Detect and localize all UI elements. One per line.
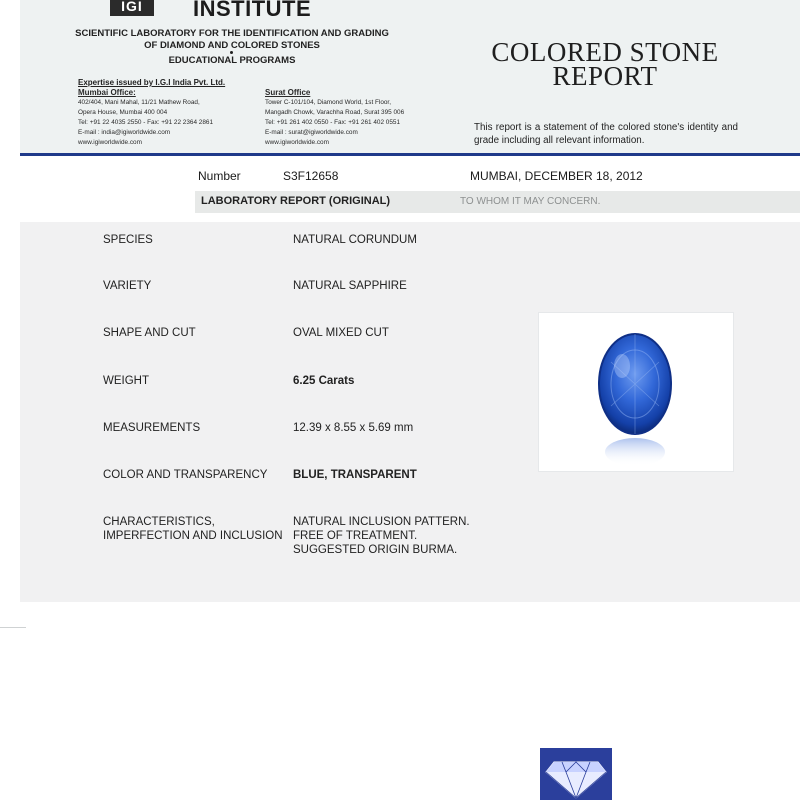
diamond-seal-icon (540, 748, 612, 800)
weight-label: WEIGHT (103, 375, 149, 387)
institute-tagline (62, 28, 402, 52)
report-city-date: MUMBAI, DECEMBER 18, 2012 (470, 169, 643, 183)
office-title: Surat Office (265, 88, 311, 97)
office-address-line: 402/404, Mani Mahal, 11/21 Mathew Road, (78, 99, 200, 106)
office-email: E-mail : india@igiworldwide.com (78, 129, 171, 136)
characteristics-value-line: NATURAL INCLUSION PATTERN. (293, 516, 470, 528)
variety-label: VARIETY (103, 280, 152, 292)
laboratory-report-label: LABORATORY REPORT (ORIGINAL) (201, 195, 391, 207)
report-title-line-1: COLORED STONE (491, 37, 719, 67)
characteristics-label-line: CHARACTERISTICS, (103, 516, 215, 528)
color-transparency-label: COLOR AND TRANSPARENCY (103, 469, 268, 481)
species-value: NATURAL CORUNDUM (293, 234, 417, 246)
edge-mark (0, 627, 26, 628)
office-address-line: Tower C-101/104, Diamond World, 1st Floor, (265, 99, 391, 106)
mumbai-office (78, 87, 213, 148)
to-whom-it-may-concern: TO WHOM IT MAY CONCERN. (460, 196, 601, 207)
educational-programs: EDUCATIONAL PROGRAMS (168, 55, 296, 66)
number-label: Number (198, 169, 241, 183)
variety-value: NATURAL SAPPHIRE (293, 280, 407, 292)
office-website: www.igiworldwide.com (265, 139, 329, 146)
characteristics-value (293, 515, 470, 557)
color-transparency-value: BLUE, TRANSPARENT (293, 469, 417, 481)
igi-logo: IGI (110, 0, 154, 16)
measurements-label: MEASUREMENTS (103, 422, 201, 434)
shape-cut-label: SHAPE AND CUT (103, 327, 196, 339)
species-label: SPECIES (103, 234, 153, 246)
surat-office (265, 87, 404, 148)
office-email: E-mail : surat@igiworldwide.com (265, 129, 358, 136)
report-title (470, 37, 740, 91)
office-phone: Tel: +91 22 4035 2550 - Fax: +91 22 2364 2861 (78, 119, 214, 126)
sapphire-gem-image (580, 322, 690, 472)
office-phone: Tel: +91 261 402 0550 - Fax: +91 261 402 0551 (265, 119, 401, 126)
shape-cut-value: OVAL MIXED CUT (293, 327, 389, 339)
bullet-dot (230, 51, 233, 54)
report-number: S3F12658 (283, 169, 339, 183)
weight-value: 6.25 Carats (293, 375, 355, 387)
report-title-line-2: REPORT (552, 61, 658, 91)
tagline-line-2: OF DIAMOND AND COLORED STONES (144, 40, 320, 51)
issued-by: Expertise issued by I.G.I India Pvt. Ltd. (78, 78, 226, 87)
characteristics-label (103, 515, 283, 543)
office-website: www.igiworldwide.com (78, 139, 142, 146)
measurements-value: 12.39 x 8.55 x 5.69 mm (293, 422, 414, 434)
institute-name: INSTITUTE (193, 0, 312, 21)
office-address-line: Opera House, Mumbai 400 004 (78, 109, 168, 116)
office-address-line: Mangadh Chowk, Varachha Road, Surat 395 006 (265, 109, 405, 116)
report-description: This report is a statement of the colored stone's identity and grade including all relevant information. (474, 122, 738, 146)
header-divider (20, 153, 800, 156)
tagline-line-1: SCIENTIFIC LABORATORY FOR THE IDENTIFICATION AND GRADING (75, 28, 389, 39)
characteristics-label-line: IMPERFECTION AND INCLUSION (103, 530, 283, 542)
characteristics-value-line: FREE OF TREATMENT. (293, 530, 418, 542)
office-title: Mumbai Office: (78, 88, 136, 97)
characteristics-value-line: SUGGESTED ORIGIN BURMA. (293, 544, 458, 556)
